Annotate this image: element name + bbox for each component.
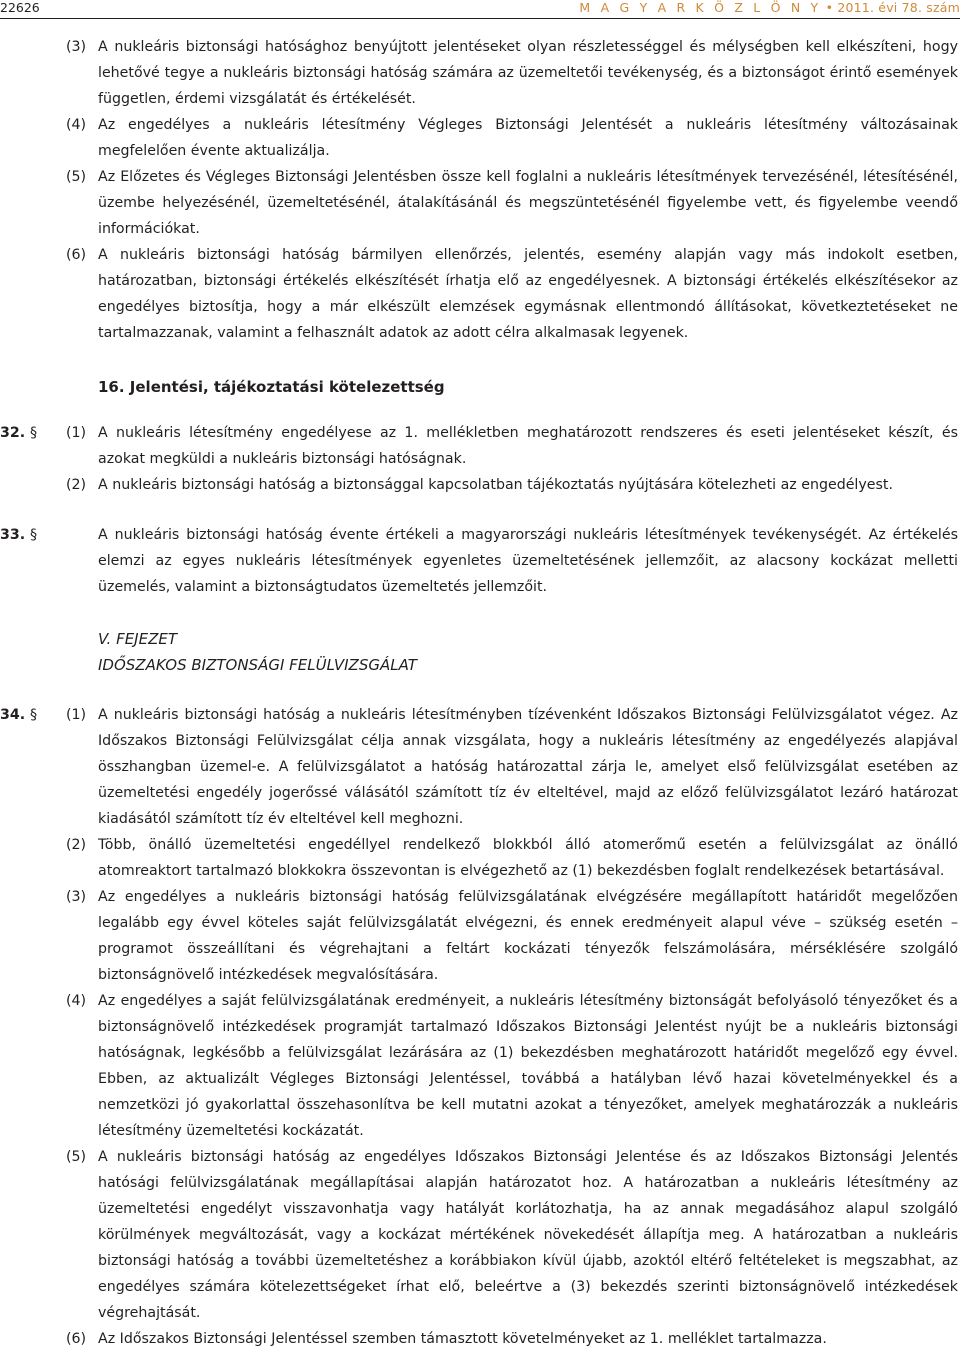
paragraph-number: (1) xyxy=(66,707,87,723)
paragraph-text: Az Időszakos Biztonsági Jelentéssel szemben támasztott követelményeket az 1. melléklet tartalmazza. xyxy=(98,1331,827,1347)
header-bullet: • xyxy=(825,0,834,15)
paragraph-text: A nukleáris biztonsági hatóság a nukleáris létesítményben tízévenként Időszakos Biztonsági Felülvizsgálatot végez. Az Időszakos Biztonsági Felülvizsgálat célja annak vizsgálata, hogy a nukleáris létesítmény az engedélyezés alapjával összhangban üzemel-e. A felülvizsgálatot a hatóság határozattal zárja le, amelyet első felülvizsgálat esetében az üzemeltetési engedély jogerőssé válásától számított tíz év elteltével, majd az előző felülvizsgálatot lezáró határozat kiadásától számított tíz év elteltével kell meghozni. xyxy=(98,707,958,827)
paragraph-number: (3) xyxy=(66,889,87,905)
issue-number: 2011. évi 78. szám xyxy=(837,0,960,15)
running-title xyxy=(579,0,960,16)
paragraph-3 xyxy=(0,34,960,112)
section-34-item-3 xyxy=(0,884,960,988)
page-header xyxy=(0,0,960,18)
paragraph-text: A nukleáris biztonsági hatósághoz benyújtott jelentéseket olyan részletességgel és mélységben kell elkészíteni, hogy lehetővé tegye a nukleáris biztonsági hatóság számára az üzemeltetői tevékenység, és a biztonságot érintő események független, érdemi vizsgálatát és értékelését. xyxy=(98,39,958,107)
section-sign: § xyxy=(30,425,38,441)
paragraph-text: A nukleáris biztonsági hatóság az engedélyes Időszakos Biztonsági Jelentése és az Időszakos Biztonsági Jelentés hatósági felülvizsgálatának megállapításai alapján határozatot hoz. A határozatban a nukleáris létesítmény az üzemeltetési engedélyt visszavonhatja vagy hatályát korlátozhatja, ha az annak megadásához alapul szolgáló körülmények megváltozását, vagy a kockázat mértékének növekedését állapítja meg. A határozatban a nukleáris biztonsági hatóság a további üzemeltetéshez a korábbiakon kívül újabb, azoktól eltérő feltételeket is megszabhat, az engedélyes számára kötelezettségeket írhat elő, beleértve a (3) bekezdés szerinti biztonságnövelő intézkedések végrehajtását. xyxy=(98,1149,958,1321)
section-33 xyxy=(0,522,960,600)
section-sign: § xyxy=(30,707,38,723)
paragraph-text: Az engedélyes a saját felülvizsgálatának eredményeit, a nukleáris létesítmény biztonságát befolyásoló tényezőket és a biztonságnövelő intézkedések programját tartalmazó Időszakos Biztonsági Jelentést nyújt be a nukleáris biztonsági hatóságnak, legkésőbb a felülvizsgálat lezárására az (1) bekezdésben meghatározott határidőt megelőző egy évvel. Ebben, az aktualizált Végleges Biztonsági Jelentéssel, továbbá a hatályban lévő hazai követelményekkel és a nemzetközi jó gyakorlattal összehasonlítva be kell mutatni azokat a tényezőket, amelyek meghatározzák a nukleáris létesítmény üzemeltetési kockázatát. xyxy=(98,993,958,1139)
section-heading: 16. Jelentési, tájékoztatási kötelezettség xyxy=(98,378,445,396)
paragraph-number: (5) xyxy=(66,169,87,185)
section-34-item-4 xyxy=(0,988,960,1144)
section-32-item-1 xyxy=(0,420,960,472)
section-34-item-2 xyxy=(0,832,960,884)
paragraph-number: (4) xyxy=(66,993,87,1009)
journal-name: M A G Y A R K Ö Z L Ö N Y xyxy=(579,0,822,15)
paragraph-number: (1) xyxy=(66,425,87,441)
section-number: 32. xyxy=(0,425,26,441)
paragraph-number: (5) xyxy=(66,1149,87,1165)
section-34-item-6 xyxy=(0,1326,960,1352)
paragraph-6 xyxy=(0,242,960,346)
paragraph-number: (3) xyxy=(66,39,87,55)
paragraph-text: A nukleáris biztonsági hatóság évente értékeli a magyarországi nukleáris létesítmények tevékenységét. Az értékelés elemzi az egyes nukleáris létesítmények egyenletes üzemeltetésének jellemzőit, az alacsony kockázat melletti üzemelés, valamint a biztonságtudatos üzemeltetés jellemzőit. xyxy=(98,527,958,595)
paragraph-text: Több, önálló üzemeltetési engedéllyel rendelkező blokkból álló atomerőmű esetén a felülvizsgálat az önálló atomreaktort tartalmazó blokkokra összevontan is elvégezhető az (1) bekezdésben foglalt rendelkezések betartásával. xyxy=(98,837,958,879)
paragraph-text: Az engedélyes a nukleáris létesítmény Végleges Biztonsági Jelentését a nukleáris létesítmény változásainak megfelelően évente aktualizálja. xyxy=(98,117,958,159)
section-number: 33. xyxy=(0,527,26,543)
paragraph-number: (4) xyxy=(66,117,87,133)
section-number: 34. xyxy=(0,707,26,723)
header-rule xyxy=(0,18,960,19)
paragraph-text: Az Előzetes és Végleges Biztonsági Jelentésben össze kell foglalni a nukleáris létesítmények tervezésénél, létesítésénél, üzembe helyezésénél, üzemeltetésénél, átalakításánál és megszüntetésénél figyelembe vett, és figyelembe veendő információkat. xyxy=(98,169,958,237)
chapter-title: IDŐSZAKOS BIZTONSÁGI FELÜLVIZSGÁLAT xyxy=(98,656,417,674)
paragraph-number: (6) xyxy=(66,247,87,263)
page-content xyxy=(0,34,960,1352)
section-34-item-5 xyxy=(0,1144,960,1326)
section-sign: § xyxy=(30,527,38,543)
chapter-number: V. FEJEZET xyxy=(98,630,177,648)
page-number: 22626 xyxy=(0,0,40,15)
paragraph-text: A nukleáris biztonsági hatóság a biztonsággal kapcsolatban tájékoztatás nyújtására kötelezheti az engedélyest. xyxy=(98,477,893,493)
paragraph-text: A nukleáris biztonsági hatóság bármilyen ellenőrzés, jelentés, esemény alapján vagy más indokolt esetben, határozatban, biztonsági értékelés elkészítését írhatja elő az engedélyesnek. A biztonsági értékelés elkészítésekor az engedélyes biztosítja, hogy a már elkészült elemzések egymásnak ellentmondó állításokat, következtetéseket ne tartalmazzanak, valamint a felhasznált adatok az adott célra alkalmasak legyenek. xyxy=(98,247,958,341)
paragraph-text: Az engedélyes a nukleáris biztonsági hatóság felülvizsgálatának elvégzésére megállapított határidőt megelőzően legalább egy évvel köteles saját felülvizsgálatát elvégezni, és ennek eredményeit alapul véve – szükség esetén – programot összeállítani és végrehajtani a feltárt kockázati tényezők felszámolására, mérséklésére szolgáló biztonságnövelő intézkedések megvalósítására. xyxy=(98,889,958,983)
paragraph-4 xyxy=(0,112,960,164)
paragraph-5 xyxy=(0,164,960,242)
section-32-item-2 xyxy=(0,472,960,498)
paragraph-number: (2) xyxy=(66,477,87,493)
paragraph-text: A nukleáris létesítmény engedélyese az 1. mellékletben meghatározott rendszeres és eseti jelentéseket készít, és azokat megküldi a nukleáris biztonsági hatóságnak. xyxy=(98,425,958,467)
paragraph-number: (2) xyxy=(66,837,87,853)
section-34-item-1 xyxy=(0,702,960,832)
paragraph-number: (6) xyxy=(66,1331,87,1347)
